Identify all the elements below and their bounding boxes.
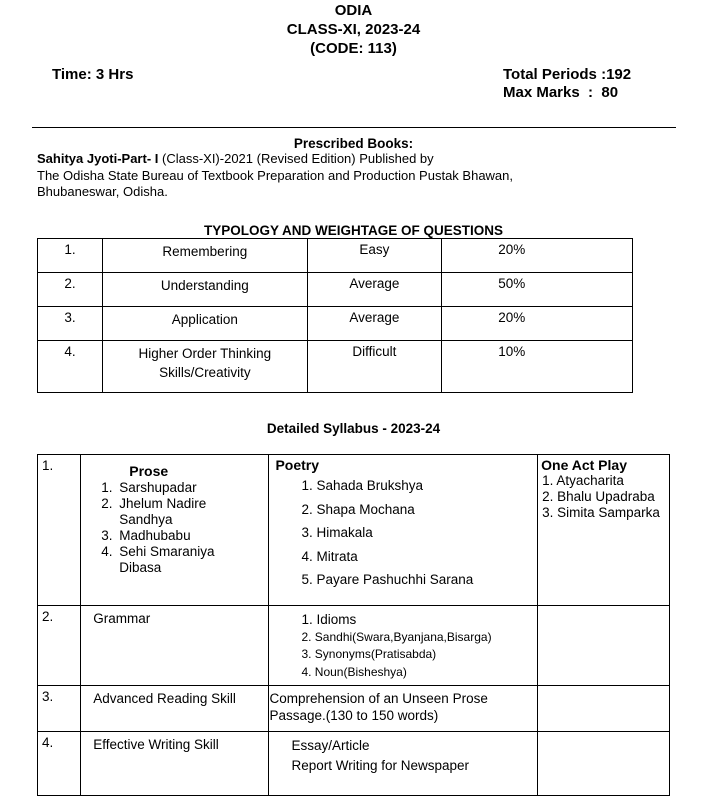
prose-cell [81,455,269,606]
prose-heading: Prose [129,463,169,479]
list-item: 2. Bhalu Upadraba [542,489,655,504]
item-text: Madhubabu [119,528,191,543]
list-item: 2. Sandhi(Swara,Byanjana,Bisarga) [301,629,492,644]
exam-time: Time: 3 Hrs [52,66,134,83]
list-item: 1. Idioms [301,612,357,627]
play-cell [538,455,670,606]
row-number: 1. [38,455,81,606]
row-number: 3. [38,686,81,732]
list-item: 1. Atyacharita [542,473,624,488]
item-text: Sehi Smaraniya Dibasa [119,544,215,575]
skill-cell [103,341,308,393]
book-details: (Class-XI)-2021 (Revised Edition) Published by [158,151,434,166]
skill-line: Skills/Creativity [159,365,251,380]
syllabus-table [37,454,670,796]
book-name: Sahitya Jyoti-Part- I [37,151,159,166]
table-row [38,606,670,686]
list-item: 2. Shapa Mochana [301,501,415,517]
syllabus-title: Detailed Syllabus - 2023-24 [266,421,441,436]
row-number: 2. [38,273,103,307]
empty-cell [538,732,670,796]
item-text: Sarshupadar [119,480,197,495]
difficulty-cell: Difficult [307,341,442,393]
row-number: 1. [38,239,103,273]
row-number: 4. [38,341,103,393]
weightage-cell: 10% [442,341,633,393]
reading-cell [269,686,538,732]
row-number: 4. [38,732,81,796]
item-number: 1. [101,480,113,495]
list-item [101,496,268,528]
list-item: 3. Synonyms(Pratisabda) [301,647,437,661]
prescribed-books-title: Prescribed Books: [293,136,414,151]
empty-cell [538,606,670,686]
difficulty-cell: Average [307,307,442,341]
typology-table [37,238,633,393]
topic-label: Grammar [93,611,151,626]
list-item [101,528,268,544]
list-item [101,544,268,576]
row-number: 3. [38,307,103,341]
total-periods: Total Periods :192 [503,66,632,83]
weightage-cell: 50% [442,273,633,307]
text-line: Essay/Article [291,738,370,753]
topic-cell [81,686,269,732]
table-row [38,455,670,606]
writing-text [269,732,537,776]
topic-label: Advanced Reading Skill [93,691,236,706]
difficulty-cell: Average [307,273,442,307]
text-line: Comprehension of an Unseen Prose [269,691,488,706]
list-item: 3. Simita Samparka [542,505,660,520]
grammar-cell [269,606,538,686]
grammar-list [301,611,537,681]
topic-cell [81,732,269,796]
play-list [542,473,669,521]
publisher-line: The Odisha State Bureau of Textbook Preparation and Production Pustak Bhawan, [37,167,514,183]
writing-cell [269,732,538,796]
list-item [101,480,268,496]
horizontal-rule [32,127,676,128]
skill-cell: Understanding [103,273,308,307]
item-number: 3. [101,528,113,543]
topic-cell [81,606,269,686]
table-row [38,239,633,273]
list-item: 4. Noun(Bisheshya) [301,664,407,679]
list-item: 4. Mitrata [301,548,358,564]
subject-title: ODIA [334,2,373,19]
poetry-heading: Poetry [275,457,320,473]
class-title: CLASS-XI, 2023-24 [286,21,421,38]
skill-line: Higher Order Thinking [138,346,272,361]
poetry-list [301,478,537,596]
table-row [38,732,670,796]
item-number: 4. [101,544,113,559]
empty-cell [538,686,670,732]
typology-title: TYPOLOGY AND WEIGHTAGE OF QUESTIONS [203,223,504,238]
item-number: 2. [101,496,113,511]
skill-cell: Remembering [103,239,308,273]
topic-label: Effective Writing Skill [93,737,219,752]
skill-cell: Application [103,307,308,341]
list-item: 5. Payare Pashuchhi Sarana [301,572,474,587]
table-row [38,273,633,307]
max-marks: Max Marks : 80 [503,84,619,101]
table-row [38,307,633,341]
list-item: 3. Himakala [301,525,373,540]
table-row [38,341,633,393]
code-title: (CODE: 113) [310,40,397,57]
row-number: 2. [38,606,81,686]
play-heading: One Act Play [541,457,627,473]
prescribed-books-text [37,151,677,201]
prose-list [101,480,268,576]
difficulty-cell: Easy [307,239,442,273]
weightage-cell: 20% [442,307,633,341]
item-text: Jhelum Nadire Sandhya [119,496,207,527]
publisher-place: Bhubaneswar, Odisha. [37,184,168,199]
table-row [38,686,670,732]
weightage-cell: 20% [442,239,633,273]
poetry-cell [269,455,538,606]
text-line: Report Writing for Newspaper [291,758,470,773]
reading-text [269,686,537,724]
text-line: Passage.(130 to 150 words) [269,708,439,723]
list-item: 1. Sahada Brukshya [301,478,424,493]
